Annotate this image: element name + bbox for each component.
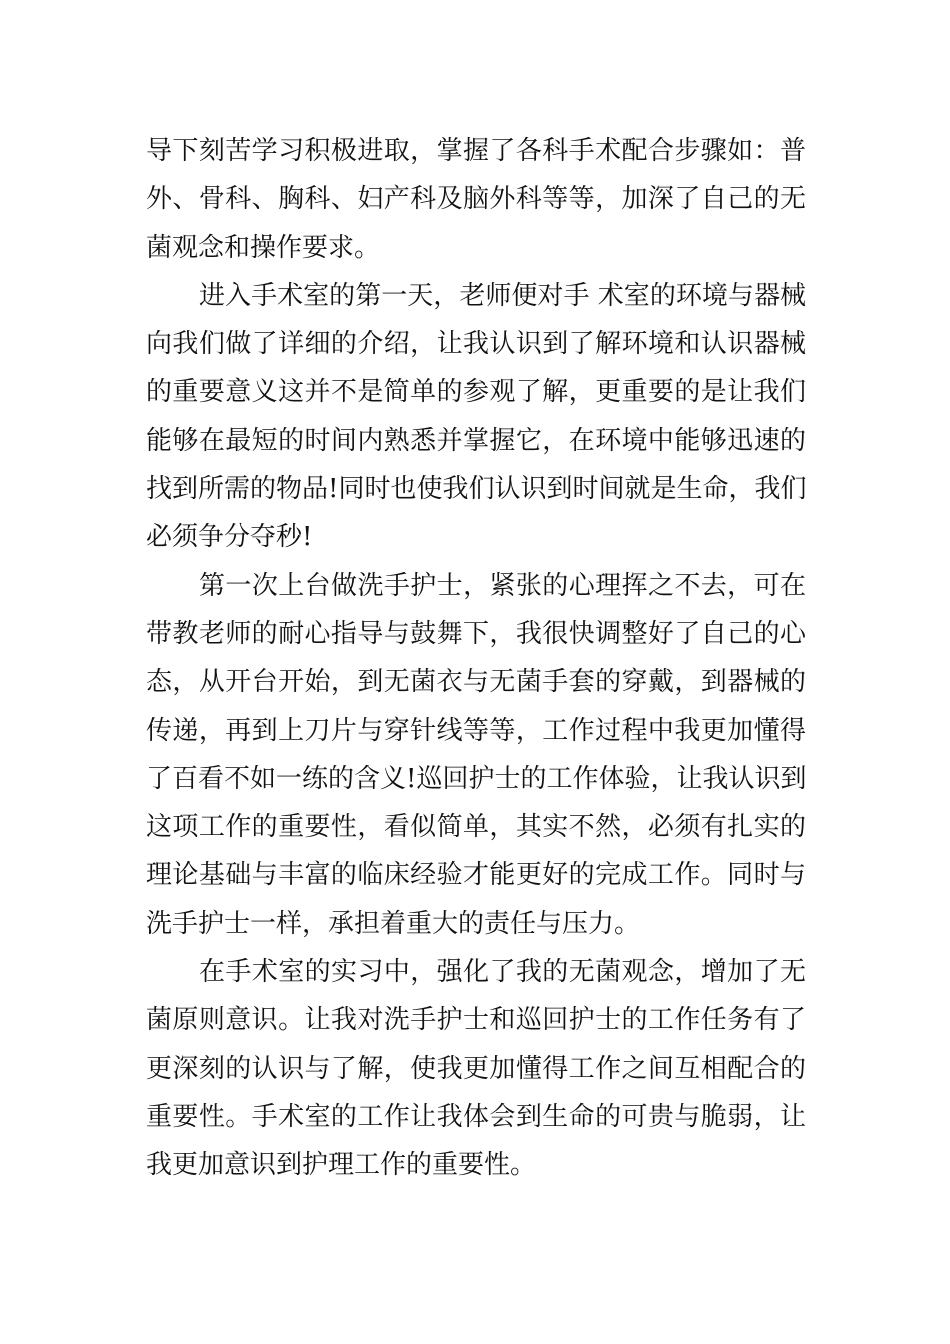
text-line: 在手术室的实习中，强化了我的无菌观念，增加了无 bbox=[199, 957, 806, 988]
text-line: 的重要意义这并不是简单的参观了解，更重要的是让我们 bbox=[146, 377, 806, 408]
text-line: 菌原则意识。让我对洗手护士和巡回护士的工作任务有了 bbox=[146, 1005, 806, 1036]
text-line: 进入手术室的第一天，老师便对手 术室的环境与器械 bbox=[199, 280, 806, 311]
paragraph bbox=[146, 952, 806, 1193]
text-line: 态，从开台开始，到无菌衣与无菌手套的穿戴，到器械的 bbox=[146, 667, 806, 698]
text-line: 必须争分夺秒! bbox=[146, 522, 313, 553]
text-line: 能够在最短的时间内熟悉并掌握它，在环境中能够迅速的 bbox=[146, 425, 806, 456]
text-line: 传递，再到上刀片与穿针线等等，工作过程中我更加懂得 bbox=[146, 715, 806, 746]
text-line: 带教老师的耐心指导与鼓舞下，我很快调整好了自己的心 bbox=[146, 618, 806, 649]
text-line: 向我们做了详细的介绍，让我认识到了解环境和认识器械 bbox=[146, 329, 806, 360]
text-line: 第一次上台做洗手护士，紧张的心理挥之不去，可在 bbox=[199, 570, 806, 601]
text-line: 我更加意识到护理工作的重要性。 bbox=[146, 1150, 537, 1181]
text-line: 导下刻苦学习积极进取，掌握了各科手术配合步骤如：普 bbox=[146, 136, 806, 166]
text-line: 理论基础与丰富的临床经验才能更好的完成工作。同时与 bbox=[146, 860, 806, 891]
paragraph bbox=[146, 276, 806, 566]
text-line: 这项工作的重要性，看似简单，其实不然，必须有扎实的 bbox=[146, 812, 806, 843]
text-line: 外、骨科、胸科、妇产科及脑外科等等，加深了自己的无 bbox=[146, 184, 806, 215]
paragraph bbox=[146, 566, 806, 952]
text-line: 找到所需的物品!同时也使我们认识到时间就是生命，我们 bbox=[146, 474, 806, 505]
text-line: 重要性。手术室的工作让我体会到生命的可贵与脆弱，让 bbox=[146, 1101, 806, 1132]
document-body bbox=[146, 131, 806, 1194]
text-line: 更深刻的认识与了解，使我更加懂得工作之间互相配合的 bbox=[146, 1053, 806, 1084]
text-line: 洗手护士一样，承担着重大的责任与压力。 bbox=[146, 908, 641, 939]
text-line: 菌观念和操作要求。 bbox=[146, 232, 381, 263]
paragraph bbox=[146, 131, 806, 276]
text-line: 了百看不如一练的含义!巡回护士的工作体验，让我认识到 bbox=[146, 763, 806, 794]
